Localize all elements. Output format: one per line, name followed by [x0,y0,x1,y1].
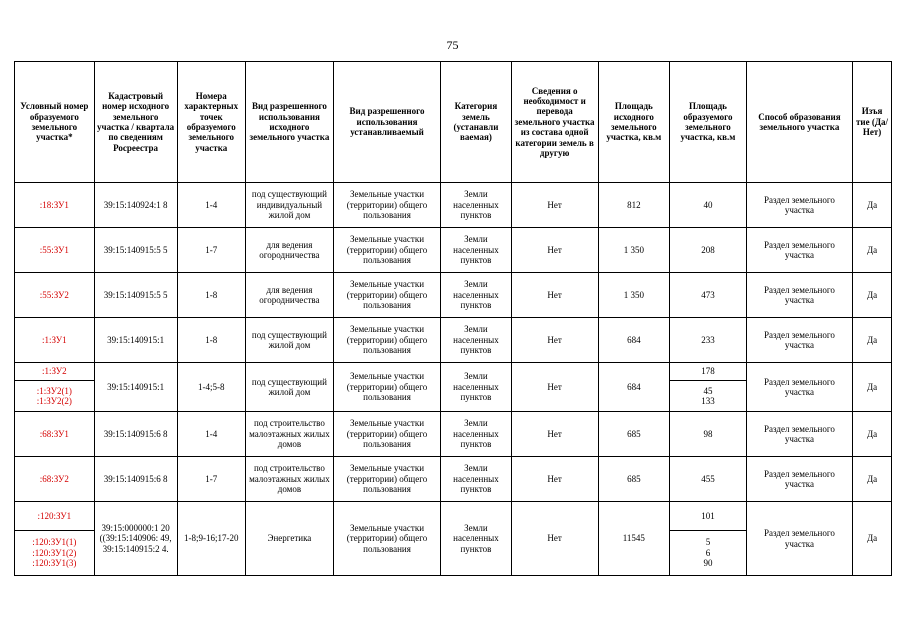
cell-method: Раздел земельного участка [746,363,852,412]
header-designation: Условный номер образуемого земельного участка* [15,62,95,183]
cell-category: Земли населенных пунктов [441,457,512,502]
cell-points: 1-8 [177,273,245,318]
cell-seizure: Да [853,412,892,457]
cell-transfer: Нет [511,457,598,502]
cell-use-new: Земельные участки (территории) общего пользования [333,363,440,412]
cell-seizure: Да [853,457,892,502]
area-part: 6 [705,547,711,558]
cell-area-source: 812 [598,183,670,228]
cell-category: Земли населенных пунктов [441,502,512,576]
cell-category: Земли населенных пунктов [441,363,512,412]
cell-transfer: Нет [511,273,598,318]
table-row [15,318,892,363]
cell-area-source: 1 350 [598,228,670,273]
area-part: 133 [701,396,715,406]
cell-use-new: Земельные участки (территории) общего пользования [333,412,440,457]
table-row [15,273,892,318]
cell-cadastral: 39:15:140915:5 5 [94,273,177,318]
header-cadastral: Кадастровый номер исходного земельного участка / квартала по сведениям Росреестра [94,62,177,183]
area-part: 90 [703,558,713,569]
cell-method: Раздел земельного участка [746,502,852,576]
cell-method: Раздел земельного участка [746,318,852,363]
cell-use-source: под строительство малоэтажных жилых домов [245,412,333,457]
cell-seizure: Да [853,228,892,273]
area-part: 45 [703,385,713,396]
cell-transfer: Нет [511,412,598,457]
header-points: Номера характерных точек образуемого земельного участка [177,62,245,183]
cell-designation: :1:ЗУ1 [15,318,95,363]
header-use-new: Вид разрешенного использования устанавливаемый [333,62,440,183]
page-number: 75 [446,38,459,52]
cell-designation: :55:ЗУ2 [15,273,95,318]
cell-designation: :55:ЗУ1 [15,228,95,273]
cell-cadastral: 39:15:000000:1 20 ((39:15:140906: 49, 39:15:140915:2 4. [94,502,177,576]
cell-category: Земли населенных пунктов [441,273,512,318]
cell-area-source: 685 [598,412,670,457]
cell-use-new: Земельные участки (территории) общего пользования [333,183,440,228]
table-row [15,183,892,228]
cell-points: 1-8;9-16;17-20 [177,502,245,576]
cell-method: Раздел земельного участка [746,457,852,502]
table-row [15,457,892,502]
cell-area-new: 455 [670,457,747,502]
cell-area-new: 40 [670,183,747,228]
cell-method: Раздел земельного участка [746,273,852,318]
cell-area-source: 1 350 [598,273,670,318]
cell-transfer: Нет [511,502,598,576]
cell-points: 1-4 [177,183,245,228]
cell-cadastral: 39:15:140915:1 [94,318,177,363]
cell-cadastral: 39:15:140915:6 8 [94,457,177,502]
cell-area-source: 685 [598,457,670,502]
cell-use-source: под существующий индивидуальный жилой дом [245,183,333,228]
header-method: Способ образования земельного участка [746,62,852,183]
cell-seizure: Да [853,318,892,363]
cell-area-parts [670,381,747,412]
cell-seizure: Да [853,502,892,576]
cell-category: Земли населенных пунктов [441,183,512,228]
land-plots-table [14,61,892,576]
header-area-new: Площадь образуемого земельного участка, кв.м [670,62,747,183]
table-row [15,228,892,273]
cell-designation: :18:ЗУ1 [15,183,95,228]
header-area-source: Площадь исходного земельного участка, кв.м [598,62,670,183]
cell-area-source: 684 [598,363,670,412]
cell-transfer: Нет [511,363,598,412]
cell-seizure: Да [853,273,892,318]
cell-use-source: под существующий жилой дом [245,318,333,363]
table-row [15,363,892,381]
cell-method: Раздел земельного участка [746,183,852,228]
cell-designation: :1:ЗУ2 [15,363,95,381]
cell-category: Земли населенных пунктов [441,318,512,363]
table-row [15,412,892,457]
header-row [15,62,892,183]
cell-use-new: Земельные участки (территории) общего пользования [333,228,440,273]
cell-cadastral: 39:15:140915:6 8 [94,412,177,457]
designation-part: :1:ЗУ2(2) [36,396,72,406]
cell-use-new: Земельные участки (территории) общего пользования [333,502,440,576]
cell-points: 1-4 [177,412,245,457]
header-category: Категория земель (устанавли ваемая) [441,62,512,183]
cell-area-source: 11545 [598,502,670,576]
cell-cadastral: 39:15:140915:5 5 [94,228,177,273]
cell-transfer: Нет [511,228,598,273]
designation-part: :120:ЗУ1(1) [32,537,77,548]
cell-seizure: Да [853,183,892,228]
cell-area-source: 684 [598,318,670,363]
cell-area-new: 473 [670,273,747,318]
cell-use-source: под строительство малоэтажных жилых домов [245,457,333,502]
cell-use-new: Земельные участки (территории) общего пользования [333,273,440,318]
cell-use-source: для ведения огородничества [245,273,333,318]
cell-category: Земли населенных пунктов [441,228,512,273]
cell-designation-parts [15,531,95,576]
cell-transfer: Нет [511,318,598,363]
cell-method: Раздел земельного участка [746,412,852,457]
header-use-source: Вид разрешенного использования исходного земельного участка [245,62,333,183]
cell-cadastral: 39:15:140915:1 [94,363,177,412]
cell-area-new: 98 [670,412,747,457]
cell-area-new: 101 [670,502,747,531]
cell-use-new: Земельные участки (территории) общего пользования [333,457,440,502]
cell-use-source: Энергетика [245,502,333,576]
cell-points: 1-8 [177,318,245,363]
cell-designation: :68:ЗУ2 [15,457,95,502]
cell-seizure: Да [853,363,892,412]
cell-points: 1-4;5-8 [177,363,245,412]
header-seizure: Изъя тие (Да/ Нет) [853,62,892,183]
cell-area-parts [670,531,747,576]
designation-part: :120:ЗУ1(2) [32,547,77,558]
cell-area-new: 178 [670,363,747,381]
cell-area-new: 233 [670,318,747,363]
cell-designation: :120:ЗУ1 [15,502,95,531]
designation-part: :1:ЗУ2(1) [36,385,72,396]
cell-points: 1-7 [177,457,245,502]
cell-use-source: под существующий жилой дом [245,363,333,412]
cell-use-new: Земельные участки (территории) общего пользования [333,318,440,363]
table-row [15,502,892,531]
cell-method: Раздел земельного участка [746,228,852,273]
cell-cadastral: 39:15:140924:1 8 [94,183,177,228]
cell-points: 1-7 [177,228,245,273]
cell-designation: :68:ЗУ1 [15,412,95,457]
area-part: 5 [705,537,711,548]
designation-part: :120:ЗУ1(3) [32,558,77,569]
cell-category: Земли населенных пунктов [441,412,512,457]
cell-area-new: 208 [670,228,747,273]
cell-transfer: Нет [511,183,598,228]
cell-use-source: для ведения огородничества [245,228,333,273]
header-transfer: Сведения о необходимост и перевода земельного участка из состава одной категории земель в другую [511,62,598,183]
cell-designation-parts [15,381,95,412]
